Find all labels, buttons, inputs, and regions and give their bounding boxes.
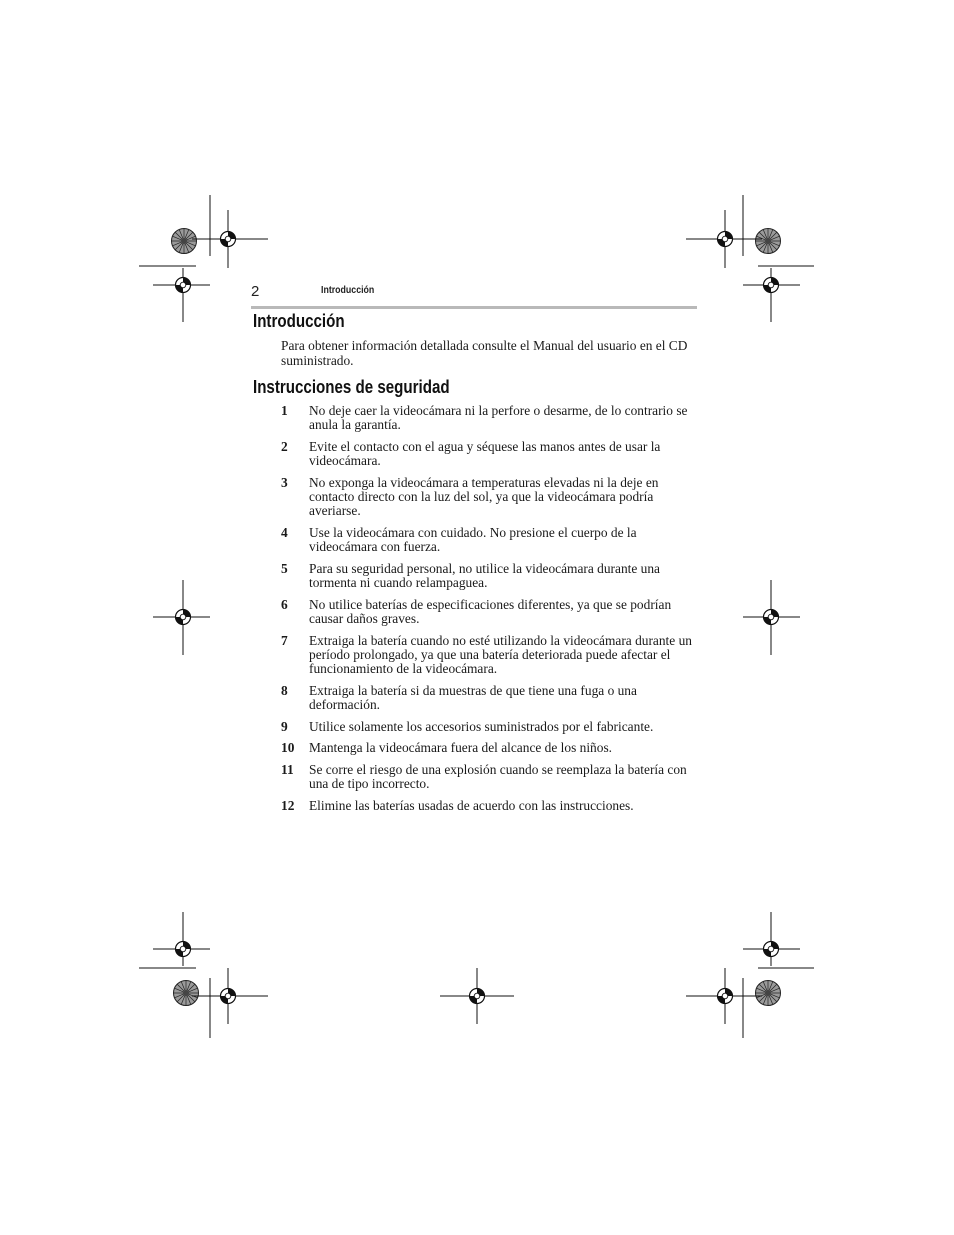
item-text: No deje caer la videocámara ni la perfore o desarme, de lo contrario se anula la garantía. [309,403,688,433]
registration-crosshair-icon [176,942,191,957]
item-number: 1 [281,403,288,418]
item-text: Elimine las baterías usadas de acuerdo con las instrucciones. [309,797,634,813]
item-text: No exponga la videocámara a temperaturas elevadas ni la deje en contacto directo con la luz del sol, ya que la videocámara podría averiarse. [309,474,659,519]
item-text: Mantenga la videocámara fuera del alcance de los niños. [309,740,613,756]
item-text: No utilice baterías de especificaciones diferentes, ya que se podrían causar daños graves. [309,596,672,627]
registration-crosshair-icon [764,942,779,957]
list-item [281,741,697,755]
item-text: Para su seguridad personal, no utilice la videocámara durante una tormenta ni cuando relampaguea. [309,560,661,591]
registration-crosshair-icon [176,610,191,625]
section-heading-seguridad: Instrucciones de seguridad [253,377,450,397]
registration-crosshair-icon [470,989,485,1004]
item-text: Evite el contacto con el agua y séquese las manos antes de usar la videocámara. [309,438,661,469]
list-item [281,763,697,792]
registration-starburst-icon [756,981,781,1006]
section-heading-introduccion: Introducción [253,311,345,331]
list-item [281,562,697,591]
safety-instructions-list [281,404,697,820]
registration-crosshair-icon [176,278,191,293]
item-number: 3 [281,474,288,490]
registration-starburst-icon [174,981,199,1006]
list-item [281,440,697,469]
list-item [281,476,697,519]
list-item [281,526,697,555]
list-item [281,598,697,627]
item-number: 5 [281,560,288,576]
item-text: Extraiga la batería cuando no esté utilizando la videocámara durante un período prolongado, ya que una batería deteriorada puede afectar el funcionamiento de la videocámara. [309,632,692,677]
list-item [281,720,697,734]
registration-starburst-icon [172,229,197,254]
item-number: 6 [281,596,288,612]
running-head: Introducción [321,285,375,296]
item-text: Utilice solamente los accesorios suministrados por el fabricante. [309,718,654,734]
intro-paragraph: Para obtener información detallada consulte el Manual del usuario en el CD suministrado. [281,338,688,368]
registration-crosshair-icon [764,610,779,625]
list-item [281,799,697,813]
item-text: Extraiga la batería si da muestras de que tiene una fuga o una deformación. [309,682,637,713]
registration-crosshair-icon [764,278,779,293]
registration-crosshair-icon [718,232,733,247]
item-number: 12 [281,797,295,813]
item-number: 10 [281,740,295,756]
item-number: 2 [281,438,288,454]
item-text: Use la videocámara con cuidado. No presione el cuerpo de la videocámara con fuerza. [309,524,637,555]
item-number: 11 [281,761,294,777]
item-number: 7 [281,632,288,648]
registration-crosshair-icon [718,989,733,1004]
item-number: 4 [281,524,288,540]
list-item [281,634,697,677]
list-item [281,684,697,713]
registration-starburst-icon [756,229,781,254]
header-rule [251,306,697,309]
registration-crosshair-icon [221,232,236,247]
registration-crosshair-icon [221,989,236,1004]
item-text: Se corre el riesgo de una explosión cuando se reemplaza la batería con una de tipo incorrecto. [309,761,687,792]
list-item [281,404,697,433]
item-number: 9 [281,718,288,734]
item-number: 8 [281,682,288,698]
page-number: 2 [251,283,260,300]
